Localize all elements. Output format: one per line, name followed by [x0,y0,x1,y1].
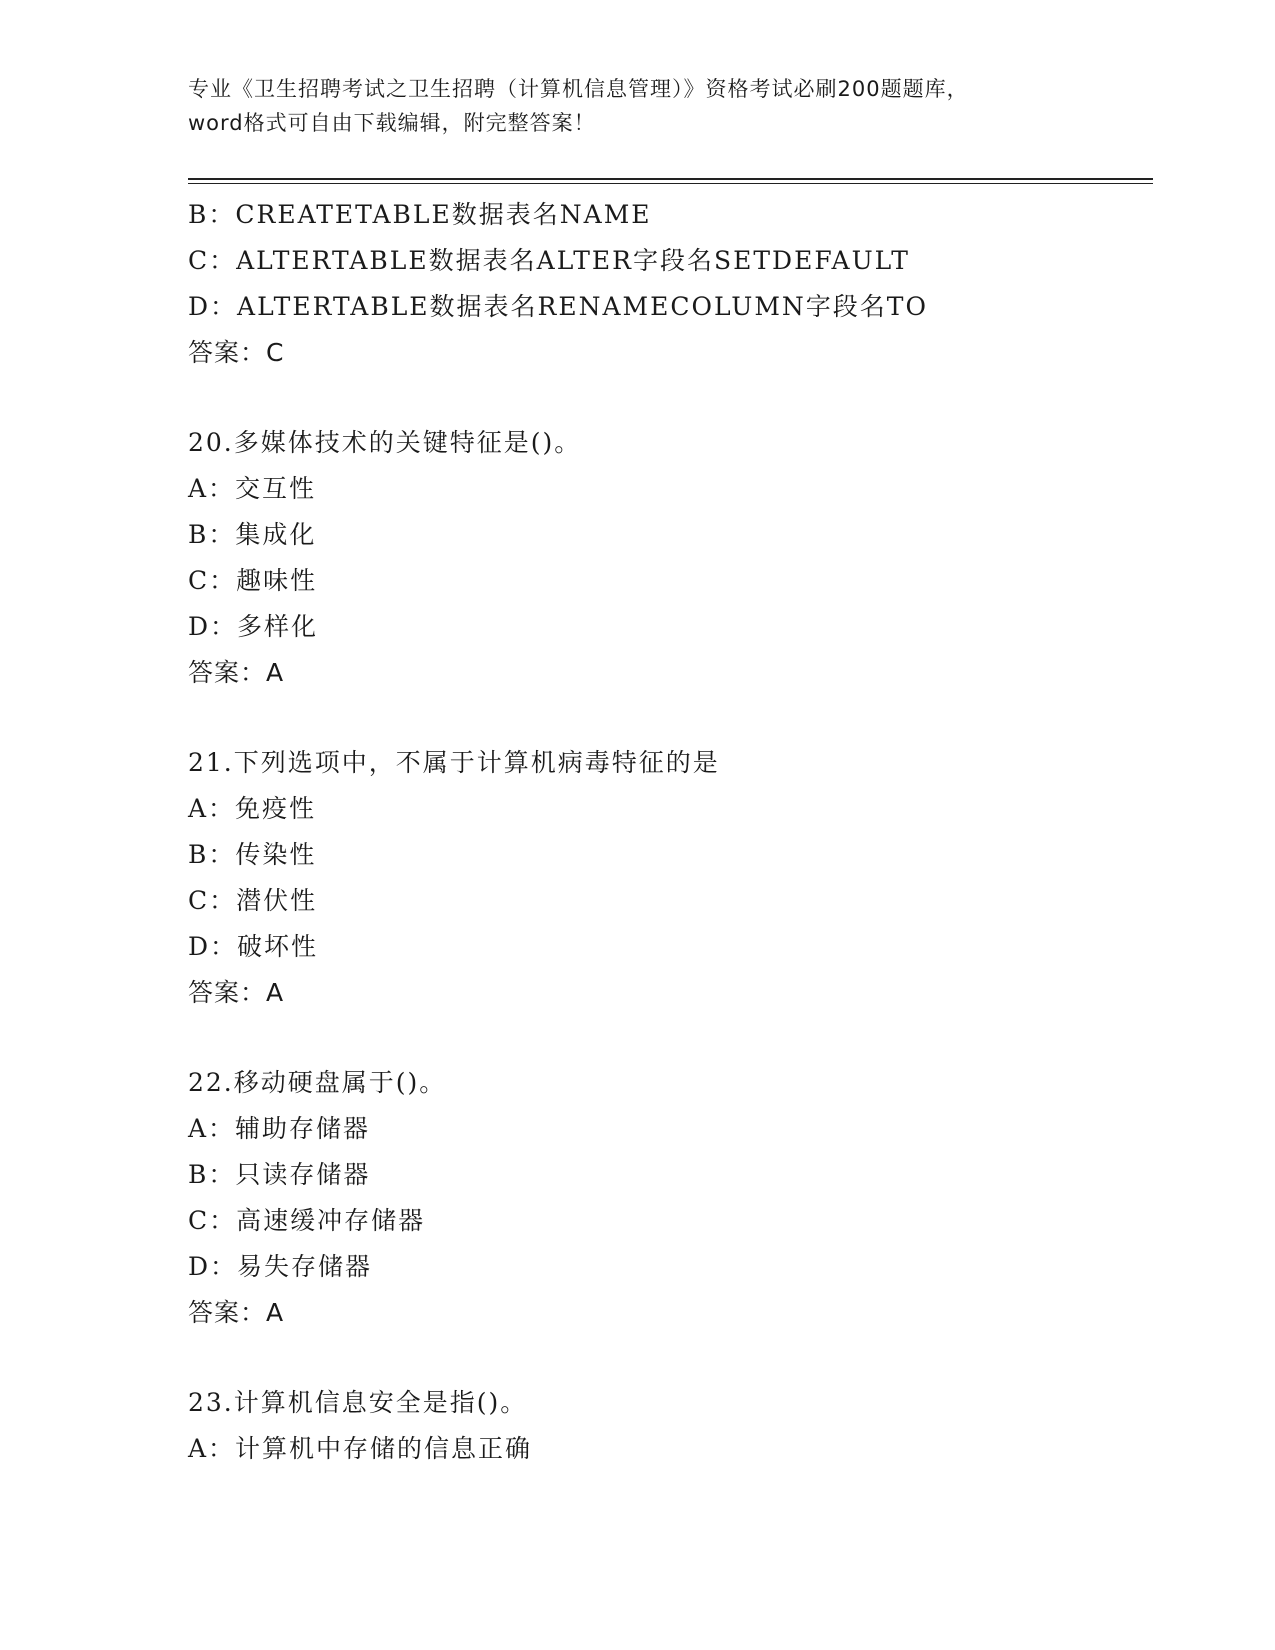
question-content [188,192,1148,1472]
answer-line: 答案：C [188,338,285,367]
option-a: A：免疫性 [188,794,317,823]
header-divider-thick [188,178,1153,180]
option-b: B：集成化 [188,520,317,549]
option-c: C：ALTERTABLE数据表名ALTER字段名SETDEFAULT [188,246,910,275]
question-stem: 20.多媒体技术的关键特征是()。 [188,428,582,457]
option-d: D：易失存储器 [188,1252,373,1281]
answer-line: 答案：A [188,978,285,1007]
option-a: A：计算机中存储的信息正确 [188,1434,533,1463]
option-c: C：趣味性 [188,566,318,595]
option-b: B：传染性 [188,840,317,869]
header-line-1: 专业《卫生招聘考试之卫生招聘（计算机信息管理）》资格考试必刷200题题库， [188,77,969,101]
option-c: C：高速缓冲存储器 [188,1206,426,1235]
option-c: C：潜伏性 [188,886,318,915]
option-b: B：只读存储器 [188,1160,371,1189]
option-a: A：辅助存储器 [188,1114,371,1143]
option-d: D：多样化 [188,612,319,641]
header-line-2: word格式可自由下载编辑，附完整答案！ [188,111,596,135]
option-d: D：破坏性 [188,932,319,961]
answer-line: 答案：A [188,1298,285,1327]
header-divider-thin [188,183,1153,184]
document-header [188,72,1088,140]
question-stem: 23.计算机信息安全是指()。 [188,1388,528,1417]
question-stem: 22.移动硬盘属于()。 [188,1068,447,1097]
answer-line: 答案：A [188,658,285,687]
option-b: B：CREATETABLE数据表名NAME [188,200,652,229]
option-d: D：ALTERTABLE数据表名RENAMECOLUMN字段名TO [188,292,928,321]
question-stem: 21.下列选项中，不属于计算机病毒特征的是 [188,748,720,777]
option-a: A：交互性 [188,474,317,503]
